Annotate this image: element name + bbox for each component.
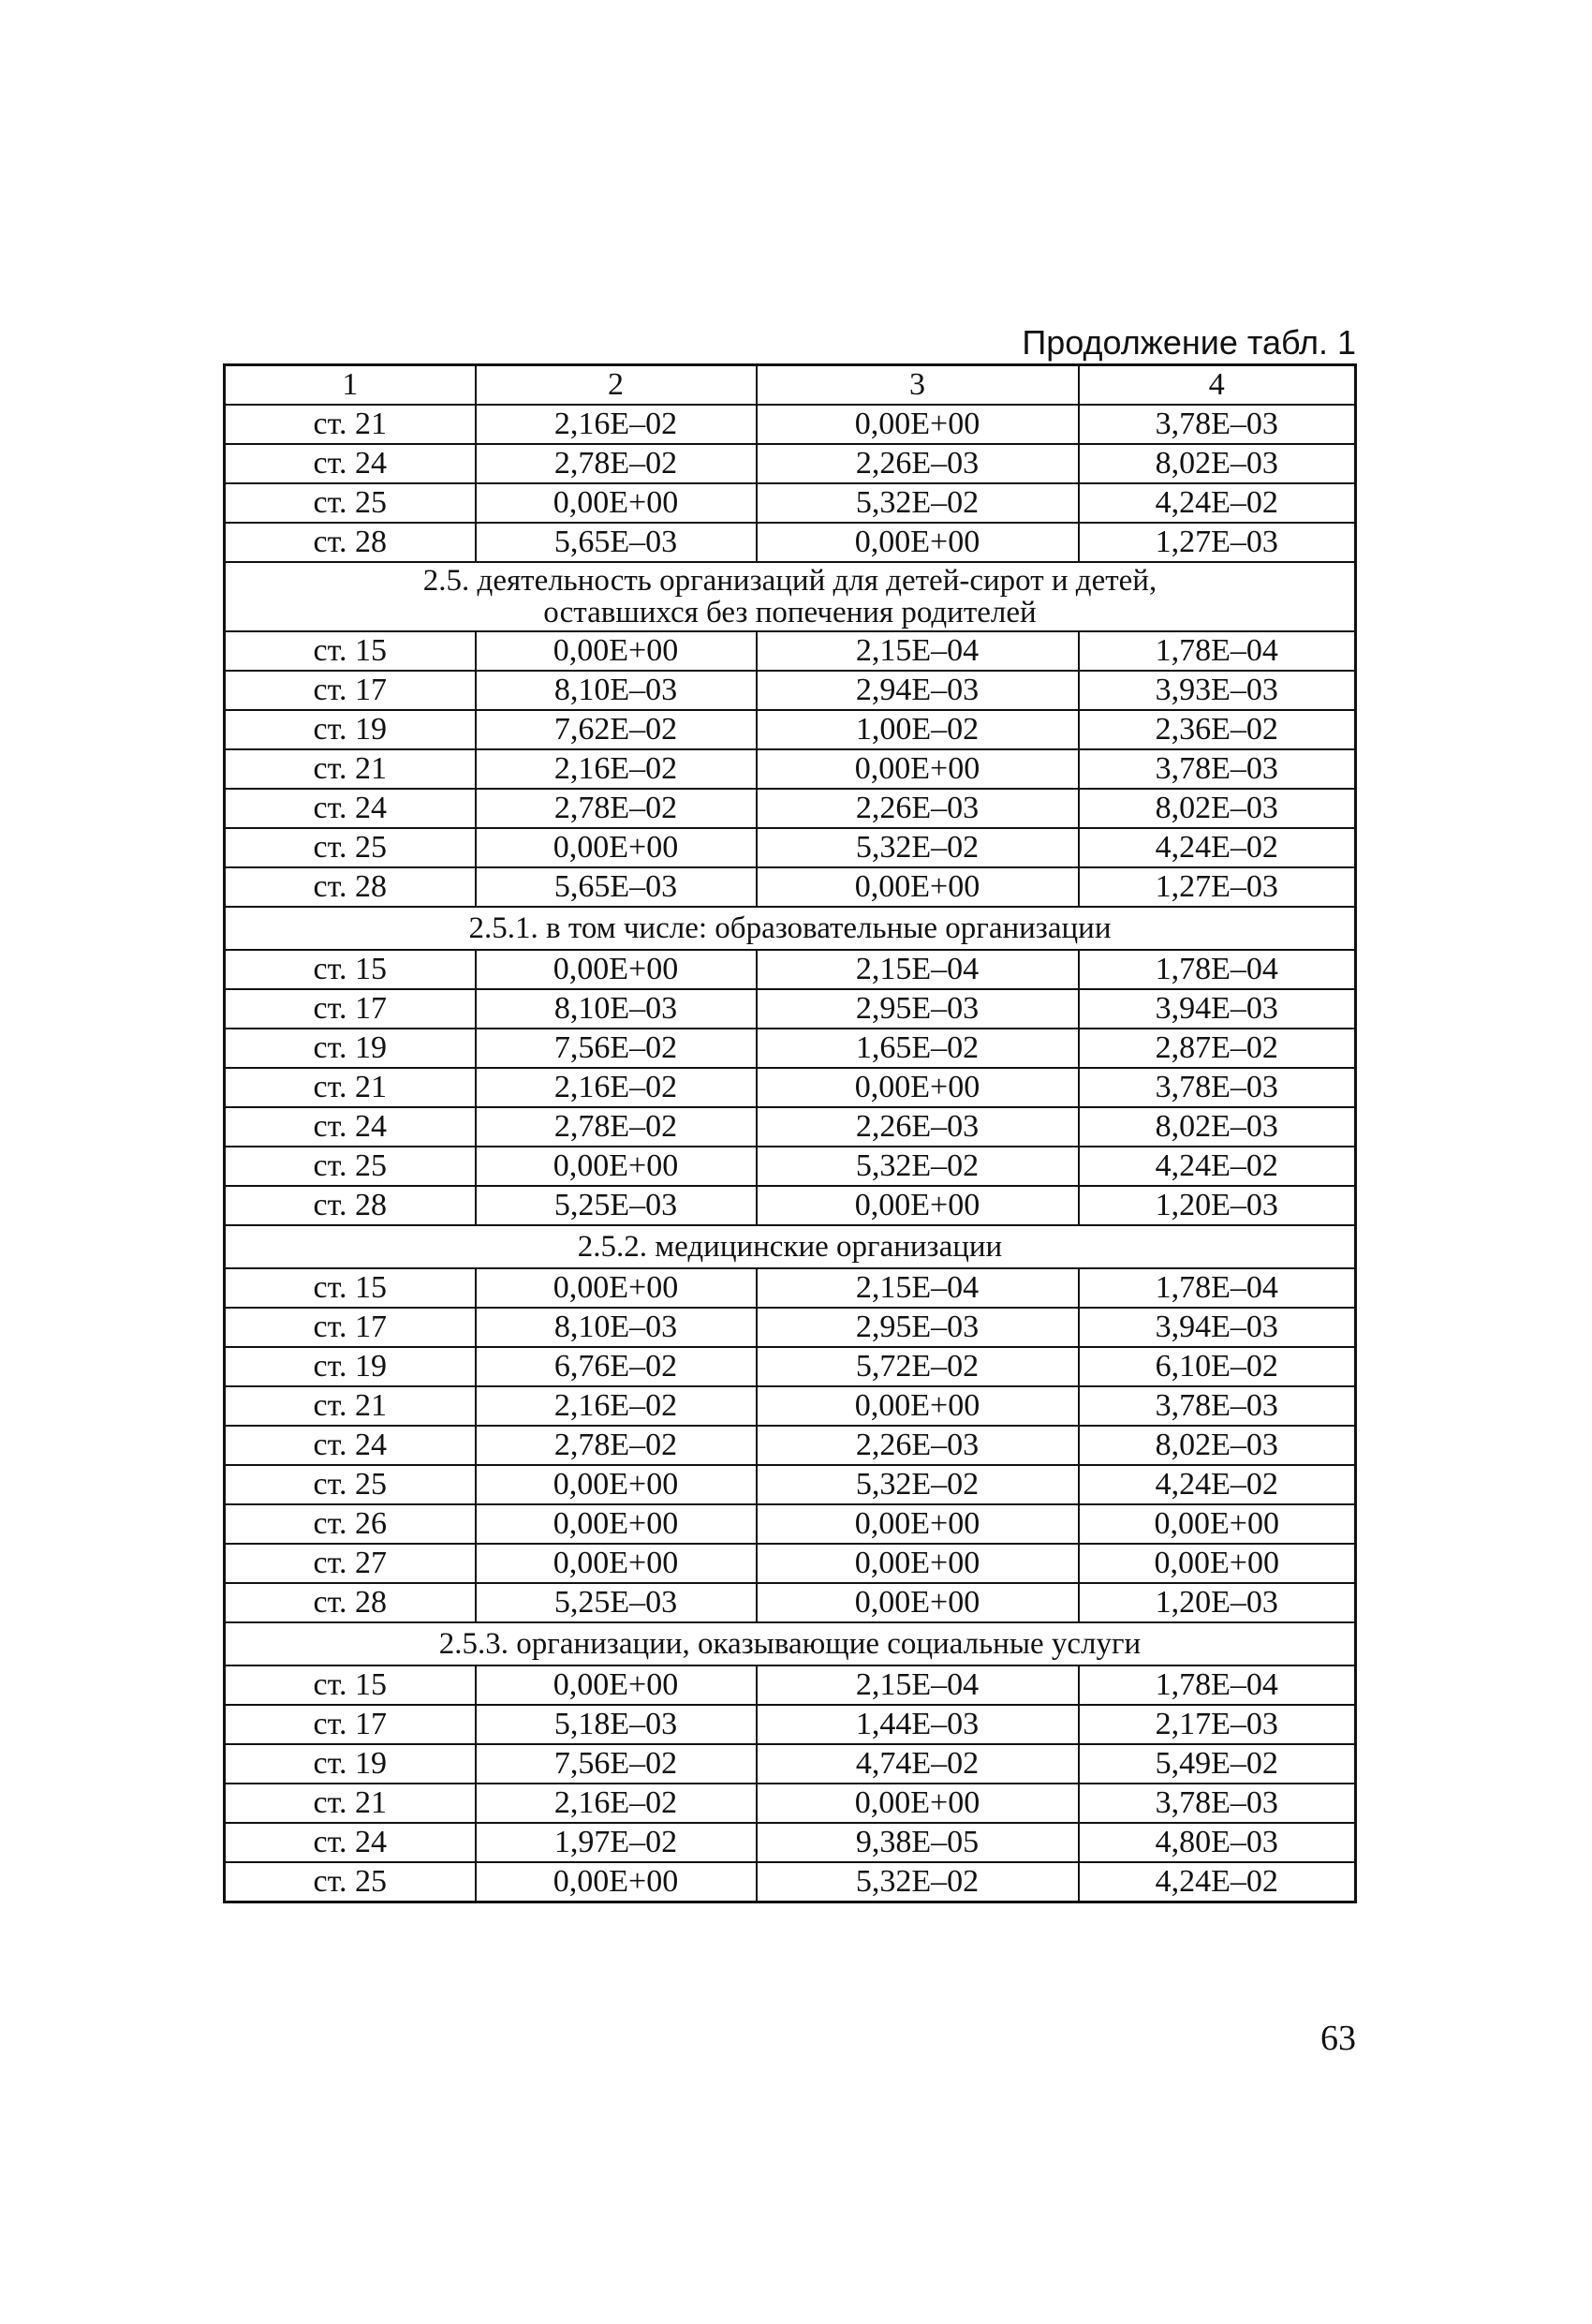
table-row xyxy=(225,631,1356,671)
value-cell-col3: 0,00E+00 xyxy=(757,1068,1079,1107)
value-cell-col4: 1,20E–03 xyxy=(1079,1186,1356,1225)
table-row xyxy=(225,867,1356,907)
value-cell-col3: 2,15E–04 xyxy=(757,1268,1079,1308)
table-header xyxy=(225,365,1356,406)
value-cell-col2: 5,65E–03 xyxy=(476,867,757,907)
value-cell-col2: 2,16E–02 xyxy=(476,405,757,444)
table-body xyxy=(225,405,1356,1902)
value-cell-col3: 2,26E–03 xyxy=(757,1426,1079,1465)
value-cell-col2: 0,00E+00 xyxy=(476,950,757,989)
value-cell-col4: 2,87E–02 xyxy=(1079,1029,1356,1068)
value-cell-col3: 1,44E–03 xyxy=(757,1705,1079,1744)
value-cell-col2: 0,00E+00 xyxy=(476,1147,757,1186)
value-cell-col3: 2,15E–04 xyxy=(757,631,1079,671)
value-cell-col2: 2,78E–02 xyxy=(476,1107,757,1147)
row-label-cell: ст. 24 xyxy=(225,1823,476,1862)
value-cell-col3: 0,00E+00 xyxy=(757,1504,1079,1544)
value-cell-col4: 1,78E–04 xyxy=(1079,1665,1356,1705)
row-label-cell: ст. 25 xyxy=(225,1465,476,1504)
table-row xyxy=(225,1386,1356,1426)
table-row xyxy=(225,523,1356,562)
column-header: 3 xyxy=(757,365,1079,406)
value-cell-col4: 4,24E–02 xyxy=(1079,1465,1356,1504)
value-cell-col4: 3,78E–03 xyxy=(1079,749,1356,789)
row-label-cell: ст. 15 xyxy=(225,631,476,671)
table-row xyxy=(225,989,1356,1029)
table-row xyxy=(225,1583,1356,1622)
table-row xyxy=(225,1504,1356,1544)
value-cell-col3: 5,32E–02 xyxy=(757,483,1079,523)
table-row xyxy=(225,1268,1356,1308)
section-heading xyxy=(225,562,1356,631)
section-row xyxy=(225,1622,1356,1665)
row-label-cell: ст. 28 xyxy=(225,1186,476,1225)
row-label-cell: ст. 15 xyxy=(225,1268,476,1308)
value-cell-col4: 3,78E–03 xyxy=(1079,1068,1356,1107)
value-cell-col4: 4,24E–02 xyxy=(1079,828,1356,867)
table-row xyxy=(225,1665,1356,1705)
value-cell-col3: 0,00E+00 xyxy=(757,523,1079,562)
value-cell-col4: 3,78E–03 xyxy=(1079,1386,1356,1426)
row-label-cell: ст. 19 xyxy=(225,710,476,749)
table-row xyxy=(225,671,1356,710)
value-cell-col3: 0,00E+00 xyxy=(757,1544,1079,1583)
value-cell-col3: 0,00E+00 xyxy=(757,749,1079,789)
table-row xyxy=(225,950,1356,989)
table-row xyxy=(225,1465,1356,1504)
row-label-cell: ст. 26 xyxy=(225,1504,476,1544)
value-cell-col3: 0,00E+00 xyxy=(757,1583,1079,1622)
row-label-cell: ст. 17 xyxy=(225,1308,476,1347)
value-cell-col4: 1,78E–04 xyxy=(1079,950,1356,989)
value-cell-col3: 0,00E+00 xyxy=(757,1186,1079,1225)
row-label-cell: ст. 25 xyxy=(225,483,476,523)
value-cell-col2: 1,97E–02 xyxy=(476,1823,757,1862)
value-cell-col3: 5,72E–02 xyxy=(757,1347,1079,1386)
value-cell-col2: 0,00E+00 xyxy=(476,483,757,523)
value-cell-col4: 8,02E–03 xyxy=(1079,789,1356,828)
value-cell-col2: 8,10E–03 xyxy=(476,1308,757,1347)
value-cell-col4: 3,93E–03 xyxy=(1079,671,1356,710)
value-cell-col3: 2,15E–04 xyxy=(757,1665,1079,1705)
row-label-cell: ст. 25 xyxy=(225,1862,476,1902)
row-label-cell: ст. 17 xyxy=(225,671,476,710)
value-cell-col3: 4,74E–02 xyxy=(757,1744,1079,1784)
section-heading-line: 2.5.1. в том числе: образовательные организации xyxy=(468,911,1112,945)
value-cell-col2: 0,00E+00 xyxy=(476,1862,757,1902)
value-cell-col2: 5,25E–03 xyxy=(476,1186,757,1225)
row-label-cell: ст. 21 xyxy=(225,749,476,789)
section-row xyxy=(225,562,1356,631)
page-number: 63 xyxy=(1320,2019,1356,2058)
table-row xyxy=(225,1107,1356,1147)
value-cell-col3: 0,00E+00 xyxy=(757,1386,1079,1426)
table-row xyxy=(225,1544,1356,1583)
value-cell-col2: 5,18E–03 xyxy=(476,1705,757,1744)
value-cell-col2: 0,00E+00 xyxy=(476,1665,757,1705)
value-cell-col2: 7,62E–02 xyxy=(476,710,757,749)
value-cell-col3: 9,38E–05 xyxy=(757,1823,1079,1862)
table-row xyxy=(225,1784,1356,1823)
value-cell-col3: 5,32E–02 xyxy=(757,1862,1079,1902)
section-row xyxy=(225,907,1356,950)
value-cell-col3: 0,00E+00 xyxy=(757,405,1079,444)
value-cell-col4: 1,27E–03 xyxy=(1079,867,1356,907)
value-cell-col2: 2,16E–02 xyxy=(476,1784,757,1823)
section-heading xyxy=(225,1622,1356,1665)
section-heading-line: оставшихся без попечения родителей xyxy=(543,596,1037,629)
row-label-cell: ст. 21 xyxy=(225,1386,476,1426)
value-cell-col4: 5,49E–02 xyxy=(1079,1744,1356,1784)
value-cell-col2: 5,65E–03 xyxy=(476,523,757,562)
value-cell-col4: 4,24E–02 xyxy=(1079,1147,1356,1186)
value-cell-col3: 5,32E–02 xyxy=(757,828,1079,867)
value-cell-col2: 2,78E–02 xyxy=(476,444,757,483)
value-cell-col4: 8,02E–03 xyxy=(1079,444,1356,483)
row-label-cell: ст. 21 xyxy=(225,1784,476,1823)
value-cell-col4: 3,94E–03 xyxy=(1079,989,1356,1029)
table-row xyxy=(225,1186,1356,1225)
value-cell-col2: 0,00E+00 xyxy=(476,1544,757,1583)
value-cell-col2: 2,16E–02 xyxy=(476,1386,757,1426)
row-label-cell: ст. 28 xyxy=(225,1583,476,1622)
row-label-cell: ст. 19 xyxy=(225,1744,476,1784)
value-cell-col3: 1,00E–02 xyxy=(757,710,1079,749)
value-cell-col3: 2,26E–03 xyxy=(757,1107,1079,1147)
table-row xyxy=(225,1705,1356,1744)
column-header: 4 xyxy=(1079,365,1356,406)
value-cell-col3: 2,95E–03 xyxy=(757,989,1079,1029)
table-row xyxy=(225,1147,1356,1186)
table-row xyxy=(225,1308,1356,1347)
row-label-cell: ст. 25 xyxy=(225,1147,476,1186)
section-heading-line: 2.5. деятельность организаций для детей-сирот и детей, xyxy=(422,564,1157,598)
row-label-cell: ст. 21 xyxy=(225,1068,476,1107)
value-cell-col4: 6,10E–02 xyxy=(1079,1347,1356,1386)
table-row xyxy=(225,1744,1356,1784)
value-cell-col4: 4,24E–02 xyxy=(1079,483,1356,523)
value-cell-col2: 0,00E+00 xyxy=(476,631,757,671)
table-row xyxy=(225,1068,1356,1107)
table-row xyxy=(225,789,1356,828)
value-cell-col3: 2,26E–03 xyxy=(757,789,1079,828)
section-row xyxy=(225,1225,1356,1268)
section-heading-line: 2.5.2. медицинские организации xyxy=(577,1230,1003,1264)
row-label-cell: ст. 28 xyxy=(225,867,476,907)
value-cell-col4: 1,27E–03 xyxy=(1079,523,1356,562)
value-cell-col4: 2,36E–02 xyxy=(1079,710,1356,749)
row-label-cell: ст. 24 xyxy=(225,444,476,483)
row-label-cell: ст. 15 xyxy=(225,1665,476,1705)
value-cell-col2: 2,78E–02 xyxy=(476,789,757,828)
table-row xyxy=(225,483,1356,523)
value-cell-col4: 4,24E–02 xyxy=(1079,1862,1356,1902)
row-label-cell: ст. 17 xyxy=(225,1705,476,1744)
table-row xyxy=(225,444,1356,483)
value-cell-col4: 3,94E–03 xyxy=(1079,1308,1356,1347)
value-cell-col4: 1,20E–03 xyxy=(1079,1583,1356,1622)
table-row xyxy=(225,1029,1356,1068)
row-label-cell: ст. 27 xyxy=(225,1544,476,1583)
value-cell-col4: 0,00E+00 xyxy=(1079,1504,1356,1544)
value-cell-col4: 0,00E+00 xyxy=(1079,1544,1356,1583)
table-row xyxy=(225,1823,1356,1862)
value-cell-col2: 0,00E+00 xyxy=(476,1465,757,1504)
row-label-cell: ст. 17 xyxy=(225,989,476,1029)
table-row xyxy=(225,405,1356,444)
row-label-cell: ст. 19 xyxy=(225,1347,476,1386)
row-label-cell: ст. 19 xyxy=(225,1029,476,1068)
section-heading-line: 2.5.3. организации, оказывающие социальные услуги xyxy=(438,1627,1142,1661)
table-row xyxy=(225,1426,1356,1465)
table-row xyxy=(225,710,1356,749)
row-label-cell: ст. 24 xyxy=(225,1426,476,1465)
value-cell-col3: 0,00E+00 xyxy=(757,1784,1079,1823)
table-row xyxy=(225,1862,1356,1902)
table-caption: Продолжение табл. 1 xyxy=(1022,323,1356,362)
value-cell-col2: 2,16E–02 xyxy=(476,1068,757,1107)
column-header: 2 xyxy=(476,365,757,406)
value-cell-col3: 0,00E+00 xyxy=(757,867,1079,907)
value-cell-col4: 2,17E–03 xyxy=(1079,1705,1356,1744)
value-cell-col2: 2,16E–02 xyxy=(476,749,757,789)
value-cell-col4: 4,80E–03 xyxy=(1079,1823,1356,1862)
section-heading xyxy=(225,1225,1356,1268)
row-label-cell: ст. 21 xyxy=(225,405,476,444)
table-row xyxy=(225,1347,1356,1386)
value-cell-col4: 8,02E–03 xyxy=(1079,1107,1356,1147)
column-header: 1 xyxy=(225,365,476,406)
value-cell-col3: 2,94E–03 xyxy=(757,671,1079,710)
value-cell-col2: 8,10E–03 xyxy=(476,671,757,710)
row-label-cell: ст. 24 xyxy=(225,1107,476,1147)
value-cell-col4: 3,78E–03 xyxy=(1079,1784,1356,1823)
row-label-cell: ст. 24 xyxy=(225,789,476,828)
header-row xyxy=(225,365,1356,406)
table-row xyxy=(225,749,1356,789)
value-cell-col3: 5,32E–02 xyxy=(757,1465,1079,1504)
value-cell-col2: 7,56E–02 xyxy=(476,1029,757,1068)
value-cell-col2: 5,25E–03 xyxy=(476,1583,757,1622)
value-cell-col3: 5,32E–02 xyxy=(757,1147,1079,1186)
data-table xyxy=(223,363,1357,1903)
value-cell-col2: 7,56E–02 xyxy=(476,1744,757,1784)
value-cell-col3: 2,15E–04 xyxy=(757,950,1079,989)
value-cell-col4: 1,78E–04 xyxy=(1079,631,1356,671)
value-cell-col3: 1,65E–02 xyxy=(757,1029,1079,1068)
value-cell-col2: 6,76E–02 xyxy=(476,1347,757,1386)
row-label-cell: ст. 15 xyxy=(225,950,476,989)
value-cell-col2: 2,78E–02 xyxy=(476,1426,757,1465)
value-cell-col3: 2,95E–03 xyxy=(757,1308,1079,1347)
row-label-cell: ст. 28 xyxy=(225,523,476,562)
value-cell-col3: 2,26E–03 xyxy=(757,444,1079,483)
value-cell-col4: 8,02E–03 xyxy=(1079,1426,1356,1465)
value-cell-col2: 8,10E–03 xyxy=(476,989,757,1029)
table-row xyxy=(225,828,1356,867)
value-cell-col2: 0,00E+00 xyxy=(476,1268,757,1308)
section-heading xyxy=(225,907,1356,950)
value-cell-col2: 0,00E+00 xyxy=(476,828,757,867)
data-table-wrapper xyxy=(223,363,1354,1903)
value-cell-col4: 3,78E–03 xyxy=(1079,405,1356,444)
row-label-cell: ст. 25 xyxy=(225,828,476,867)
value-cell-col2: 0,00E+00 xyxy=(476,1504,757,1544)
value-cell-col4: 1,78E–04 xyxy=(1079,1268,1356,1308)
